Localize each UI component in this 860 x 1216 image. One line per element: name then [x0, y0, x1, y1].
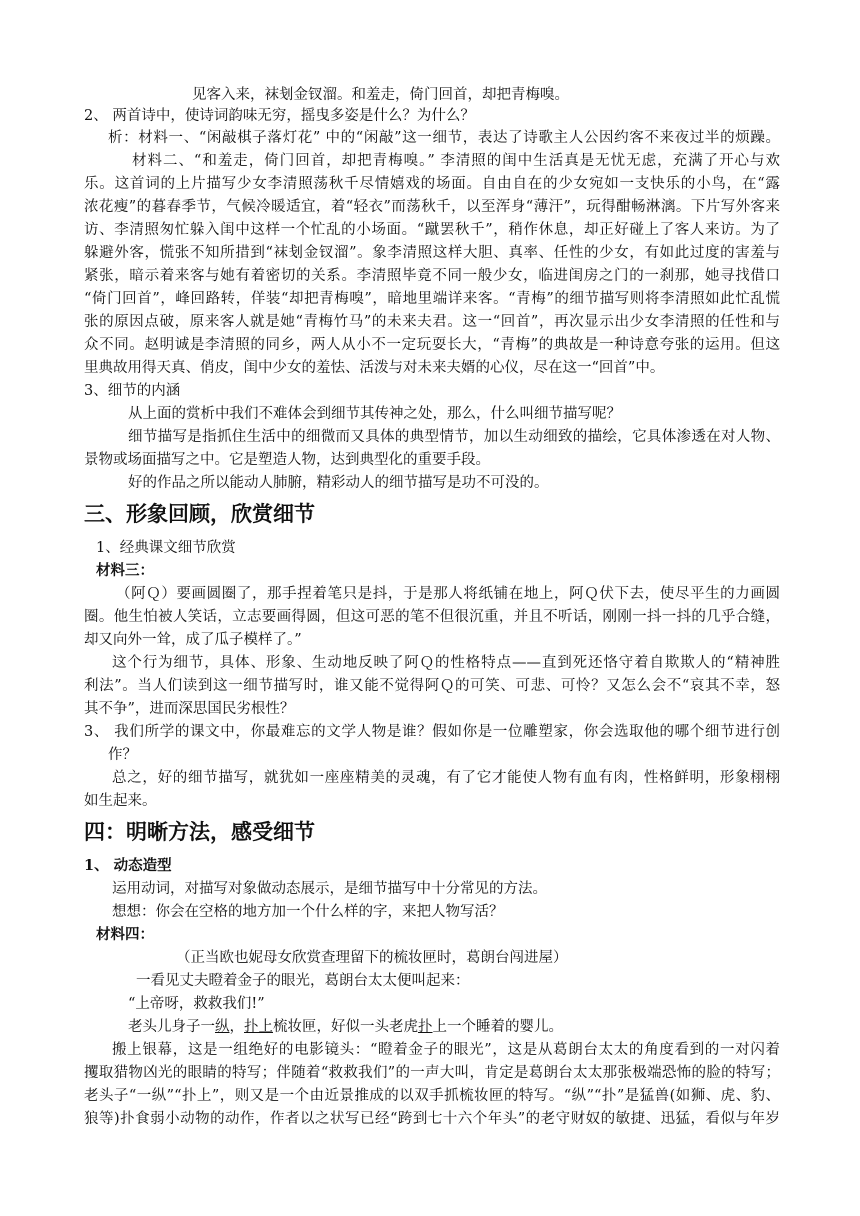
underlined-word: 扑上 — [244, 1019, 273, 1035]
paragraph-line: 攫取猎物凶光的眼睛的特写；伴随着“救救我们”的一声大叫，肯定是葛朗台太太那张极端恐怖的脸的特写； — [84, 1065, 780, 1081]
paragraph-line: 从上面的赏析中我们不难体会到细节其传神之处，那么，什么叫细节描写呢？ — [128, 406, 621, 422]
paragraph-line: 老头子“一纵”“扑上”，则又是一个由近景推成的以双手抓梳妆匣的特写。“纵”“扑”是猛兽(如狮、虎、豹、 — [84, 1088, 780, 1104]
paragraph-line: 张的原因点破，原来客人就是她“青梅竹马”的未来夫君。这一“回首”，再次显示出少女李清照的任性和与 — [84, 314, 780, 330]
paragraph-line: 其不争”，进而深思国民劣根性？ — [84, 701, 295, 717]
question-3: 3、 我们所学的课文中，你最难忘的文学人物是谁？假如你是一位雕塑家，你会选取他的哪个细节进行创 — [84, 724, 780, 740]
paragraph-line: 乐。这首词的上片描写少女李清照荡秋千尽情嬉戏的场面。自由自在的少女宛如一支快乐的小鸟，在“露 — [84, 176, 780, 192]
quote-line: 老头儿身子一纵，扑上梳妆匣，好似一头老虎扑上一个睡着的婴儿。 — [128, 1019, 563, 1035]
paragraph-line: 狼等)扑食弱小动物的动作，作者以之状写已经“跨到七十六个年头”的老守财奴的敏捷、迅猛，看似与年岁 — [84, 1111, 780, 1127]
paragraph-line: 运用动词，对描写对象做动态展示，是细节描写中十分常见的方法。 — [112, 881, 547, 897]
subheading-3: 3、细节的内涵 — [84, 383, 181, 399]
analysis-material-1: 析：材料一、“闲敲棋子落灯花” 中的“闲敲”这一细节，表达了诗歌主人公因约客不来夜过半的烦躁。 — [108, 130, 780, 146]
paragraph-line: 利法”。当人们读到这一细节描写时，谁又能不觉得阿Ｑ的可笑、可悲、可怜？又怎么会不“哀其不幸，怒 — [84, 678, 780, 694]
subheading: 1、经典课文细节欣赏 — [96, 540, 236, 556]
paragraph-line: 浓花瘦”的暮春季节，气候冷暖适宜，着“轻衣”而荡秋千，以至浑身“薄汗”，玩得酣畅淋漓。下片写外客来 — [84, 199, 780, 215]
quote-line: （正当欧也妮母女欣赏查理留下的梳妆匣时，葛朗台闯进屋） — [176, 950, 568, 966]
quote-line: 圈。他生怕被人笑话，立志要画得圆，但这可恶的笔不但很沉重，并且不听话，刚刚一抖一抖的几乎合缝， — [84, 609, 780, 625]
paragraph-line: 众不同。赵明诚是李清照的同乡，两人从小不一定玩耍长大，“青梅”的典故是一种诗意夸张的运用。但这 — [84, 337, 780, 353]
quote-line: 一看见丈夫瞪着金子的眼光，葛朗台太太便叫起来： — [136, 973, 470, 989]
paragraph-line: 想想：你会在空格的地方加一个什么样的字，来把人物写活？ — [112, 904, 504, 920]
underlined-word: 扑 — [418, 1019, 433, 1035]
material-4-label: 材料四： — [96, 926, 154, 943]
paragraph-line: 里典故用得天真、俏皮，闺中少女的羞怯、活泼与对未来夫婿的心仪，尽在这一“回首”中。 — [84, 360, 665, 376]
paragraph-line: 躲避外客，慌张不知所措到“袜刬金钗溜”。象李清照这样大胆、真率、任性的少女，有如此过度的害羞与 — [84, 245, 780, 261]
paragraph-line: 总之，好的细节描写，就犹如一座座精美的灵魂，有了它才能使人物有血有肉，性格鲜明，形象栩栩 — [112, 770, 780, 786]
paragraph-line: “倚门回首”，峰回路转，佯装“却把青梅嗅”，暗地里端详来客。“青梅”的细节描写则将李清照如此忙乱慌 — [84, 291, 780, 307]
subheading: 1、 动态造型 — [84, 857, 172, 874]
quote-line: “上帝呀，救救我们!” — [128, 996, 265, 1012]
quote-line: （阿Ｑ）要画圆圈了，那手捏着笔只是抖，于是那人将纸铺在地上，阿Ｑ伏下去，使尽平生的力画圆 — [116, 586, 780, 602]
paragraph-line: 好的作品之所以能动人肺腑，精彩动人的细节描写是功不可没的。 — [128, 475, 549, 491]
section-heading-3: 三、形象回顾，欣赏细节 — [84, 502, 315, 526]
section-heading-4: 四：明晰方法，感受细节 — [84, 820, 315, 844]
paragraph-line: 紧张，暗示着来客与她有着密切的关系。李清照毕竟不同一般少女，临进闺房之门的一刹那，她寻找借口 — [84, 268, 780, 284]
quote-line: 却又向外一耸，成了瓜子模样了。” — [84, 632, 302, 648]
paragraph-line: 这个行为细节，具体、形象、生动地反映了阿Ｑ的性格特点——直到死还恪守着自欺欺人的“精神胜 — [112, 655, 780, 671]
paragraph-line: 访、李清照匆忙躲入闺中这样一个忙乱的小场面。“蹴罢秋千”，稍作休息，却正好碰上了客人来访。为了 — [84, 222, 780, 238]
paragraph-line: 如生起来。 — [84, 793, 157, 809]
analysis-material-2: 材料二、“和羞走，倚门回首，却把青梅嗅。” 李清照的闺中生活真是无忧无虑，充满了开心与欢 — [132, 153, 780, 169]
question-3: 作？ — [108, 747, 137, 763]
paragraph-line: 搬上银幕，这是一组绝好的电影镜头：“瞪着金子的眼光”，这是从葛朗台太太的角度看到的一对闪着 — [112, 1042, 780, 1058]
underlined-word: 纵 — [215, 1019, 230, 1035]
paragraph-line: 细节描写是指抓住生活中的细微而又具体的典型情节，加以生动细致的描绘，它具体渗透在对人物、 — [128, 429, 780, 445]
poem-line: 见客入来，袜刬金钗溜。和羞走，倚门回首，却把青梅嗅。 — [192, 87, 569, 103]
material-3-label: 材料三： — [96, 562, 154, 579]
paragraph-line: 景物或场面描写之中。它是塑造人物，达到典型化的重要手段。 — [84, 452, 490, 468]
question-2: 2、 两首诗中，使诗词韵味无穷，摇曳多姿是什么？为什么？ — [84, 108, 475, 124]
